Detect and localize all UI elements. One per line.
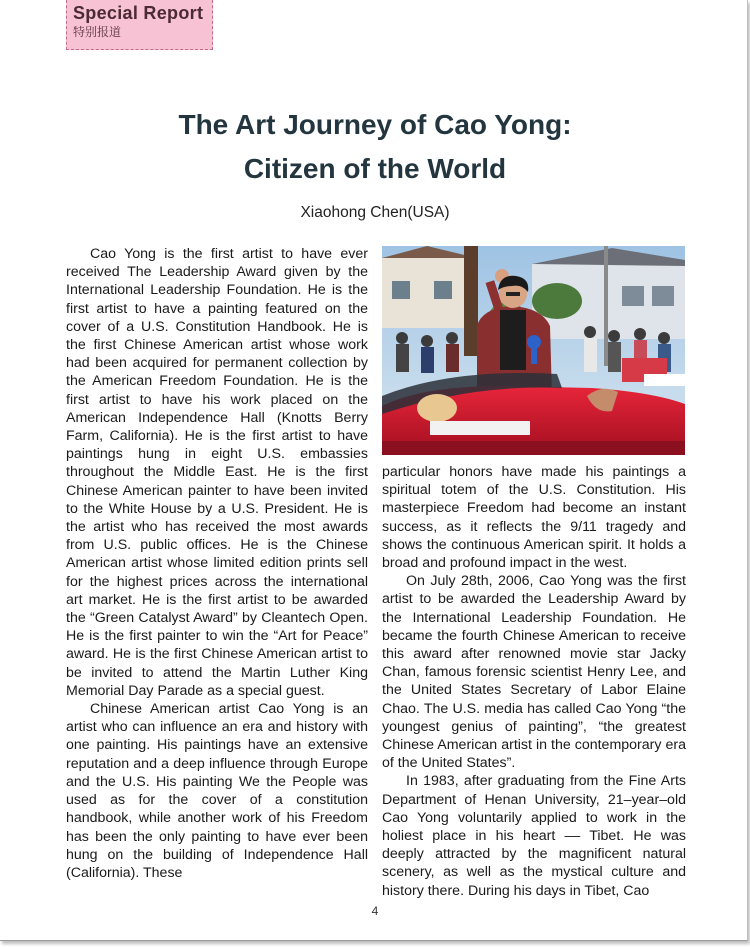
- parade-photo: [382, 246, 685, 455]
- section-badge: [66, 0, 213, 50]
- article-title-line2: Citizen of the World: [243, 153, 507, 184]
- paragraph: Chinese American artist Cao Yong is an artist who can influence an era and history with one painting. His paintings have an extensive reputation and a deep influence through Europe and the U.S. His painting We the People was used as for the cover of a constitution handbook, while another work of his Freedom has been the only painting to have ever been hung on the building of Independence Hall (California). These: [66, 701, 368, 881]
- page-number: 4: [371, 904, 379, 918]
- section-label-zh: 特别报道: [73, 25, 122, 39]
- paragraph: particular honors have made his paintings a spiritual totem of the U.S. Constitution. His masterpiece Freedom had become an instant success, as it reflects the 9/11 tragedy and shows the continuous American spirit. It holds a broad and profound impact in the west.: [382, 464, 686, 572]
- paragraph: In 1983, after graduating from the Fine Arts Department of Henan University, 21–year–old Cao Yong voluntarily applied to work in the holiest place in his heart –– Tibet. He was deeply attracted by the magnificent natural scenery, as well as the mystical culture and history there. During his days in Tibet, Cao: [382, 773, 686, 899]
- section-label-en: Special Report: [73, 3, 204, 23]
- paragraph: Cao Yong is the first artist to have ever received The Leadership Award given by the International Leadership Foundation. He is the first artist to have a painting featured on the cover of a U.S. Constitution Handbook. He is the first Chinese American artist whose work had been acquired for permanent collection by the American Freedom Foundation. He is the first artist to have his work placed on the American Independence Hall (Knotts Berry Farm, California). He is the first artist to have paintings hung in eight U.S. embassies throughout the Middle East. He is the first Chinese American painter to have been invited to the White House by a U.S. President. He is the artist who has received the most awards from U.S. public offices. He is the Chinese American artist whose limited edition prints sell for the highest prices across the international art market. He is the first artist to be awarded the “Green Catalyst Award” by Cleantech Open. He is the first painter to win the “Art for Peace” award. He is the first Chinese American artist to be invited to attend the Martin Luther King Memorial Day Parade as a special guest.: [66, 246, 368, 699]
- article-title-line1: The Art Journey of Cao Yong:: [178, 109, 572, 140]
- paragraph: On July 28th, 2006, Cao Yong was the first artist to be awarded the Leadership Award by the International Leadership Foundation. He became the fourth Chinese American to receive this award after renowned movie star Jacky Chan, famous forensic scientist Henry Lee, and the United States Secretary of Labor Elaine Chao. The U.S. media has called Cao Yong “the youngest genius of painting”, “the greatest Chinese American artist in the contemporary era of the United States”.: [382, 573, 686, 772]
- right-column: [382, 463, 686, 900]
- article-author: Xiaohong Chen(USA): [300, 204, 450, 221]
- parade-photo-illustration: [382, 246, 685, 455]
- left-column: [66, 245, 368, 882]
